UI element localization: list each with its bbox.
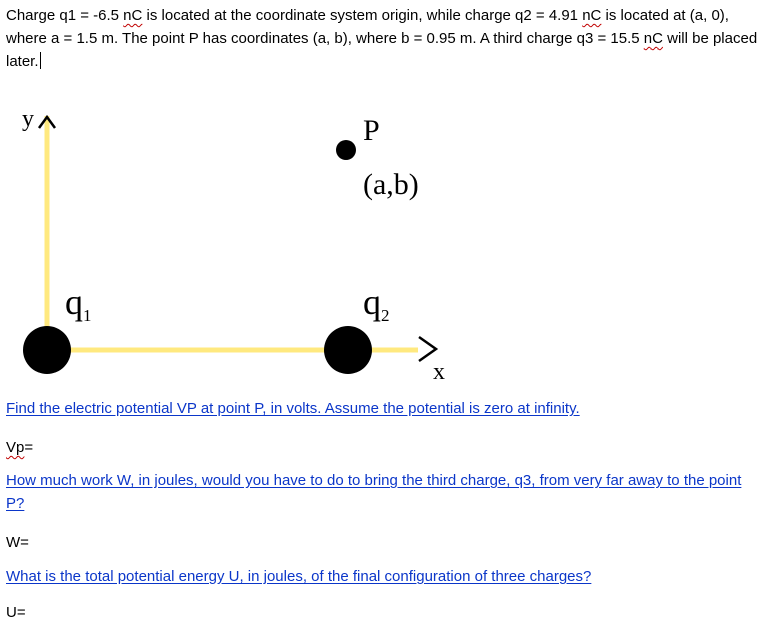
intro-text-3: is located at (a, 0), where a = 1.5 m. The point P has coordinates (a, b), where b = 0.95 m. A third charge q3 = 15.5 — [6, 7, 729, 47]
charge2-dot — [324, 326, 372, 374]
intro-text-4: will be placed later. — [6, 30, 758, 70]
u-answer-line: U= — [6, 604, 26, 621]
unit-nc-1: nC — [123, 7, 143, 24]
charge2-letter: q — [363, 282, 381, 322]
w-answer-line: W= — [6, 534, 29, 551]
point-p-coords: (a,b) — [363, 168, 419, 201]
charge2-subscript: 2 — [381, 306, 390, 325]
point-p-dot — [336, 140, 356, 160]
question-energy-link[interactable]: What is the total potential energy U, in joules, of the final configuration of three charges? — [6, 568, 592, 585]
charge-diagram — [0, 100, 480, 390]
x-axis-arrowhead — [419, 337, 436, 361]
charge1-subscript: 1 — [83, 306, 92, 325]
vp-answer-line — [6, 436, 33, 459]
charge1-letter: q — [65, 282, 83, 322]
question-potential-link[interactable]: Find the electric potential VP at point P, in volts. Assume the potential is zero at infinity. — [6, 400, 580, 417]
vp-label: Vp — [6, 439, 25, 456]
point-p-label: P — [363, 114, 380, 147]
intro-text-2: is located at the coordinate system origin, while charge q2 = 4.91 — [142, 7, 583, 24]
unit-nc-2: nC — [582, 7, 602, 24]
y-axis-label: y — [22, 106, 34, 132]
vp-equals: = — [24, 439, 34, 456]
problem-statement — [6, 4, 758, 73]
question-work-link[interactable]: How much work W, in joules, would you have to do to bring the third charge, q3, from very far away to the point P? — [6, 472, 742, 512]
unit-nc-3: nC — [643, 30, 663, 47]
charge1-dot — [23, 326, 71, 374]
x-axis-label: x — [433, 359, 445, 385]
text-cursor — [40, 52, 41, 69]
intro-text-1: Charge q1 = -6.5 — [6, 7, 124, 24]
charge2-label — [363, 282, 390, 325]
charge1-label — [65, 282, 92, 325]
